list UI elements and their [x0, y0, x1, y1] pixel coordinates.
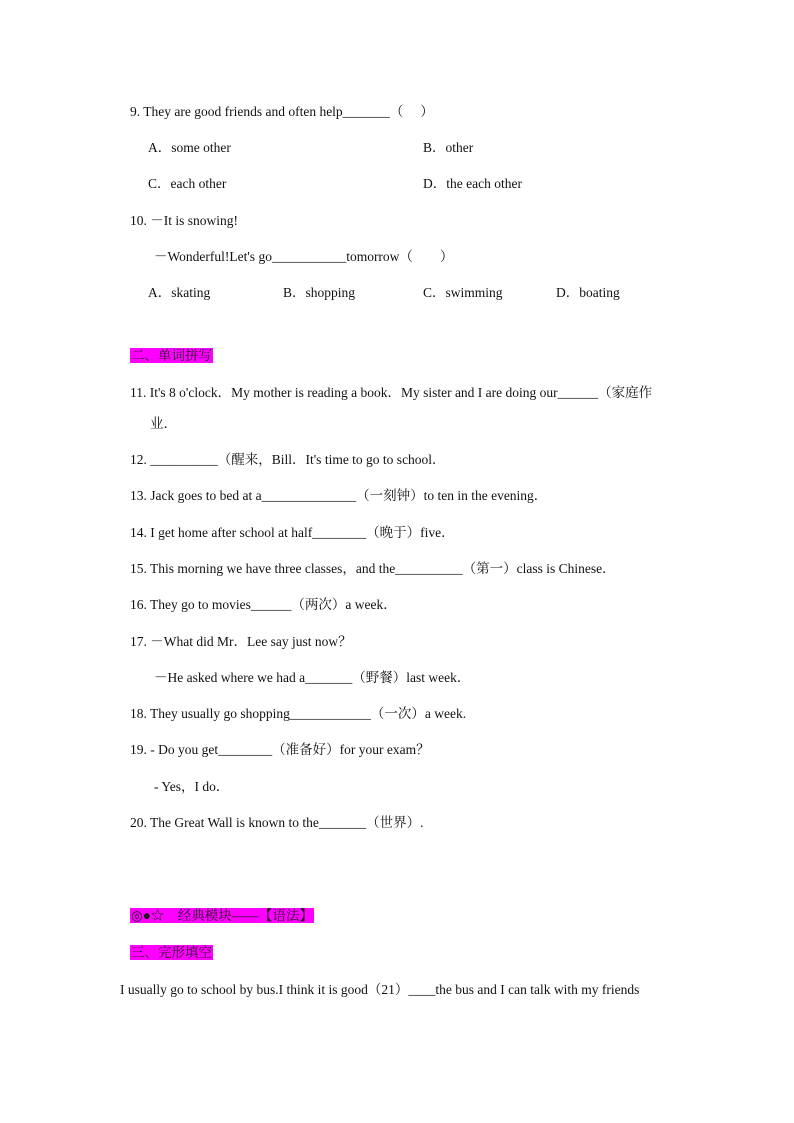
q10-stem-reply: －Wonderful!Let's go___________tomorrow（ ）: [154, 249, 454, 264]
q10-option-c: C．swimming: [423, 285, 503, 300]
item-19: 19. - Do you get________（准备好）for your exam？: [130, 742, 430, 757]
module-heading-grammar-text: ◎●☆ 经典模块——【语法】: [131, 908, 313, 923]
item-18: 18. They usually go shopping____________（一次）a week.: [130, 706, 467, 721]
q10-stem: 10. －It is snowing!: [130, 213, 238, 228]
item-15: 15. This morning we have three classes，and the__________（第一）class is Chinese．: [130, 561, 616, 576]
cloze-paragraph-line: I usually go to school by bus.I think it is good（21）____the bus and I can talk with my friends: [120, 982, 640, 997]
item-17-reply: －He asked where we had a_______（野餐）last week．: [154, 670, 471, 685]
item-17: 17. －What did Mr．Lee say just now？: [130, 634, 352, 649]
q9-option-c: C．each other: [148, 176, 227, 191]
item-20: 20. The Great Wall is known to the_______（世界）.: [130, 815, 424, 830]
item-12: 12. __________（醒来，Bill．It's time to go to school．: [130, 452, 446, 467]
q9-option-a: A．some other: [148, 140, 231, 155]
item-11-continued: 业．: [150, 416, 177, 431]
q10-option-d: D．boating: [556, 285, 620, 300]
item-13: 13. Jack goes to bed at a______________（一刻钟）to ten in the evening．: [130, 488, 548, 503]
item-11: 11. It's 8 o'clock．My mother is reading a book．My sister and I are doing our______（家庭作: [130, 385, 653, 400]
q9-option-d: D．the each other: [423, 176, 522, 191]
q10-option-a: A．skating: [148, 285, 211, 300]
module-heading-grammar: [130, 907, 314, 925]
section-heading-spelling: [130, 347, 213, 365]
q9-option-b: B．other: [423, 140, 474, 155]
section-heading-cloze: [130, 944, 213, 962]
q9-stem: 9. They are good friends and often help_______（ ）: [130, 104, 434, 119]
item-14: 14. I get home after school at half________（晚于）five．: [130, 525, 455, 540]
item-16: 16. They go to movies______（两次）a week．: [130, 597, 397, 612]
section-heading-cloze-text: 三、完形填空: [131, 945, 212, 960]
q10-option-b: B．shopping: [283, 285, 356, 300]
section-heading-spelling-text: 二、单词拼写: [131, 348, 212, 363]
item-19-reply: - Yes，I do．: [154, 779, 230, 794]
